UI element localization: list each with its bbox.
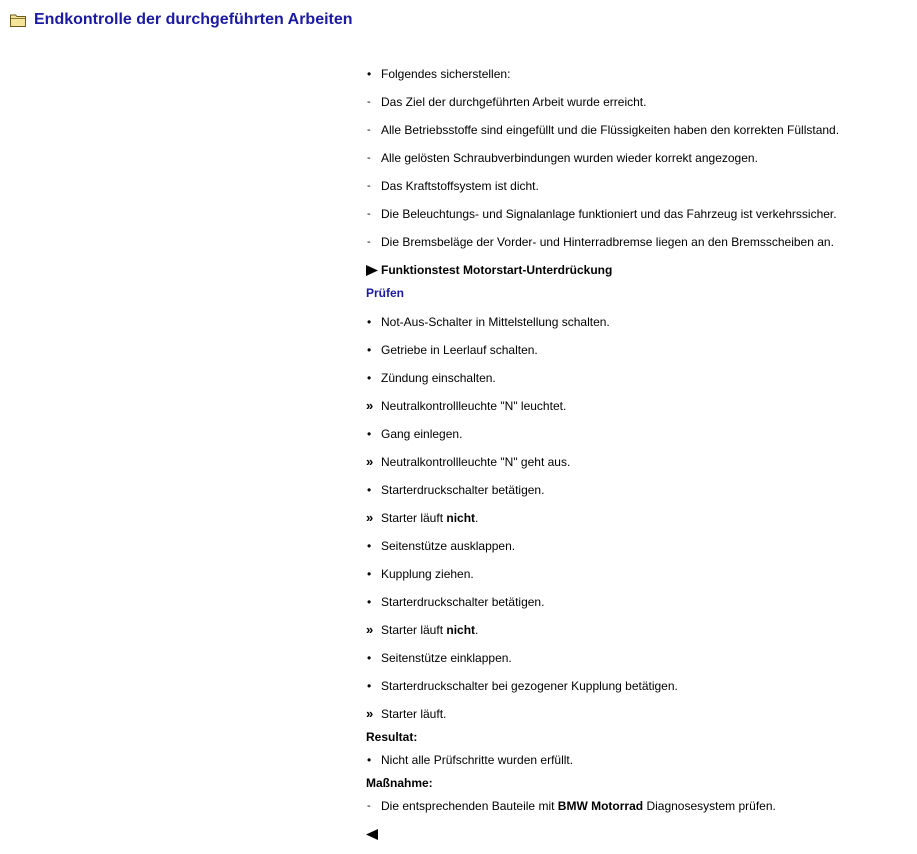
list-item bbox=[366, 676, 911, 704]
item-text: Alle Betriebsstoffe sind eingefüllt und die Flüssigkeiten haben den korrekten Füllstand. bbox=[381, 123, 840, 137]
list-item bbox=[366, 796, 911, 824]
item-text: Neutralkontrollleuchte "N" leuchtet. bbox=[381, 399, 567, 413]
procedure-end bbox=[366, 824, 911, 852]
result-item bbox=[366, 620, 911, 648]
list-item bbox=[366, 648, 911, 676]
item-text: Alle gelösten Schraubverbindungen wurden wieder korrekt angezogen. bbox=[381, 151, 758, 165]
result-label bbox=[366, 727, 911, 750]
bullet-dot-icon: • bbox=[367, 67, 372, 81]
list-item bbox=[366, 480, 911, 508]
bullet-dash-icon: - bbox=[367, 96, 371, 108]
list-item bbox=[366, 92, 911, 120]
text-part: Die entsprechenden Bauteile mit bbox=[381, 799, 558, 813]
bullet-dot-icon: • bbox=[367, 539, 372, 553]
folder-icon[interactable] bbox=[10, 14, 26, 27]
item-text: Seitenstütze ausklappen. bbox=[381, 539, 516, 553]
list-item bbox=[366, 204, 911, 232]
result-item bbox=[366, 704, 911, 727]
emphasis-text: nicht bbox=[446, 511, 476, 525]
bullet-dash-icon: - bbox=[367, 180, 371, 192]
text-part: Starter läuft bbox=[381, 623, 447, 637]
list-item bbox=[366, 148, 911, 176]
section-title-text: Prüfen bbox=[366, 286, 405, 300]
item-text: Zündung einschalten. bbox=[381, 371, 496, 385]
list-item bbox=[366, 592, 911, 620]
text-part: Diagnosesystem prüfen. bbox=[643, 799, 776, 813]
item-text: Neutralkontrollleuchte "N" geht aus. bbox=[381, 455, 571, 469]
procedure-start-icon bbox=[366, 260, 380, 280]
bullet-dash-icon: - bbox=[367, 124, 371, 136]
item-text: Das Kraftstoffsystem ist dicht. bbox=[381, 179, 539, 193]
item-text: Nicht alle Prüfschritte wurden erfüllt. bbox=[381, 753, 574, 767]
item-text: Kupplung ziehen. bbox=[381, 567, 474, 581]
item-text: Das Ziel der durchgeführten Arbeit wurde erreicht. bbox=[381, 95, 647, 109]
item-text: Folgendes sicherstellen: bbox=[381, 67, 511, 81]
section-title bbox=[366, 283, 911, 312]
bullet-dash-icon: - bbox=[367, 152, 371, 164]
item-text: Die Bremsbeläge der Vorder- und Hinterradbremse liegen an den Bremsscheiben an. bbox=[381, 235, 834, 249]
bullet-dot-icon: • bbox=[367, 567, 372, 581]
procedure-content bbox=[366, 64, 911, 852]
item-text: Not-Aus-Schalter in Mittelstellung schalten. bbox=[381, 315, 610, 329]
list-item bbox=[366, 64, 911, 92]
label-text: Maßnahme: bbox=[366, 776, 433, 790]
bullet-dot-icon: • bbox=[367, 315, 372, 329]
bullet-dot-icon: • bbox=[367, 595, 372, 609]
list-item bbox=[366, 176, 911, 204]
bullet-dash-icon: - bbox=[367, 800, 371, 812]
bullet-dot-icon: • bbox=[367, 343, 372, 357]
bullet-dot-icon: • bbox=[367, 427, 372, 441]
bullet-dot-icon: • bbox=[367, 679, 372, 693]
result-item bbox=[366, 452, 911, 480]
item-text: Die Beleuchtungs- und Signalanlage funktioniert und das Fahrzeug ist verkehrssicher. bbox=[381, 207, 837, 221]
item-text: Starterdruckschalter betätigen. bbox=[381, 483, 545, 497]
result-arrow-icon: » bbox=[366, 706, 373, 721]
item-text: Starterdruckschalter betätigen. bbox=[381, 595, 545, 609]
header bbox=[10, 9, 353, 31]
label-text: Resultat: bbox=[366, 730, 418, 744]
list-item bbox=[366, 750, 911, 773]
bullet-dash-icon: - bbox=[367, 236, 371, 248]
result-arrow-icon: » bbox=[366, 398, 373, 413]
bullet-dot-icon: • bbox=[367, 371, 372, 385]
item-text bbox=[381, 796, 776, 816]
emphasis-text: nicht bbox=[446, 623, 476, 637]
item-text[interactable]: Funktionstest Motorstart-Unterdrückung bbox=[381, 263, 613, 277]
list-item bbox=[366, 120, 911, 148]
list-item bbox=[366, 312, 911, 340]
item-text bbox=[381, 620, 478, 640]
list-item bbox=[366, 368, 911, 396]
page-title: Endkontrolle der durchgeführten Arbeiten bbox=[34, 11, 353, 28]
bullet-dot-icon: • bbox=[367, 753, 372, 767]
measure-label bbox=[366, 773, 911, 796]
procedure-end-icon bbox=[366, 824, 380, 844]
result-arrow-icon: » bbox=[366, 454, 373, 469]
bullet-dot-icon: • bbox=[367, 483, 372, 497]
result-arrow-icon: » bbox=[366, 510, 373, 525]
item-text: Starter läuft. bbox=[381, 707, 447, 721]
text-part: Starter läuft bbox=[381, 511, 447, 525]
list-item bbox=[366, 424, 911, 452]
bullet-dash-icon: - bbox=[367, 208, 371, 220]
text-part: . bbox=[475, 511, 479, 525]
list-item bbox=[366, 340, 911, 368]
bullet-dot-icon: • bbox=[367, 651, 372, 665]
emphasis-text: BMW Motorrad bbox=[557, 799, 644, 813]
result-item bbox=[366, 508, 911, 536]
list-item bbox=[366, 564, 911, 592]
item-text: Getriebe in Leerlauf schalten. bbox=[381, 343, 538, 357]
item-text: Seitenstütze einklappen. bbox=[381, 651, 512, 665]
item-text bbox=[381, 508, 478, 528]
item-text: Starterdruckschalter bei gezogener Kupplung betätigen. bbox=[381, 679, 678, 693]
result-arrow-icon: » bbox=[366, 622, 373, 637]
list-item bbox=[366, 536, 911, 564]
result-item bbox=[366, 396, 911, 424]
procedure-start bbox=[366, 260, 911, 283]
text-part: . bbox=[475, 623, 479, 637]
list-item bbox=[366, 232, 911, 260]
item-text: Gang einlegen. bbox=[381, 427, 463, 441]
